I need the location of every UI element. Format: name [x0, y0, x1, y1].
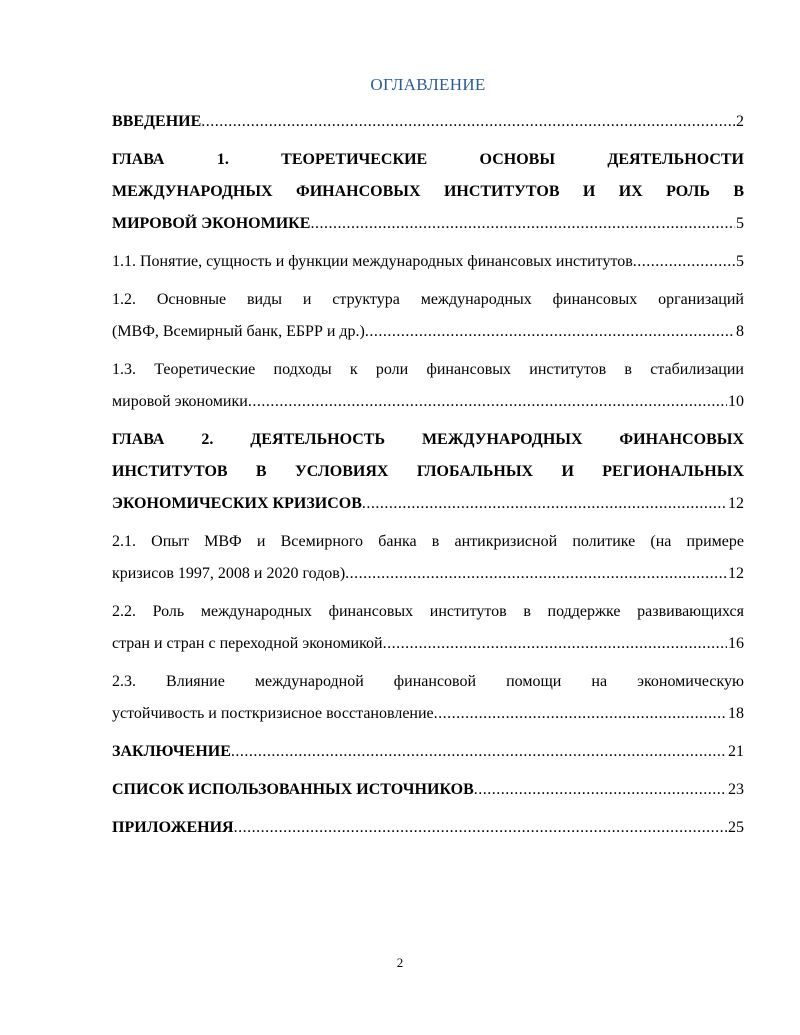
toc-page-number: 8	[736, 323, 744, 340]
toc-entry-section-1-1[interactable]	[112, 246, 744, 278]
dot-leader	[474, 774, 727, 806]
toc-page-number: 2	[736, 113, 744, 130]
toc-entry-references[interactable]	[112, 774, 744, 806]
toc-entry-line: 2.1. Опыт МВФ и Всемирного банка в антикризисной политике (на примере	[112, 533, 744, 550]
dot-leader	[310, 208, 735, 240]
dot-leader	[383, 628, 727, 660]
dot-leader	[231, 736, 727, 768]
toc-page-number: 5	[736, 253, 744, 270]
toc-entry-line: МЕЖДУНАРОДНЫХ ФИНАНСОВЫХ ИНСТИТУТОВ И ИХ РОЛЬ В	[112, 183, 744, 200]
toc-entry-section-1-2[interactable]	[112, 284, 744, 348]
toc-entry-text: ЭКОНОМИЧЕСКИХ КРИЗИСОВ	[112, 495, 362, 512]
dot-leader	[234, 812, 727, 844]
toc-entry-text: ПРИЛОЖЕНИЯ	[112, 819, 234, 836]
dot-leader	[434, 698, 727, 730]
toc-entry-line: ГЛАВА 2. ДЕЯТЕЛЬНОСТЬ МЕЖДУНАРОДНЫХ ФИНАНСОВЫХ	[112, 431, 744, 448]
toc-entry-line: 2.3. Влияние международной финансовой помощи на экономическую	[112, 673, 744, 690]
toc-entry-conclusion[interactable]	[112, 736, 744, 768]
toc-page-number: 16	[728, 635, 744, 652]
toc-entry-text: МИРОВОЙ ЭКОНОМИКЕ	[112, 215, 311, 232]
toc-page-number: 5	[736, 215, 744, 232]
toc-entry-text: ВВЕДЕНИЕ	[112, 113, 202, 130]
toc-entry-section-2-2[interactable]	[112, 596, 744, 660]
toc-entry-chapter-2[interactable]	[112, 424, 744, 520]
dot-leader	[248, 386, 727, 418]
toc-page-number: 12	[728, 495, 744, 512]
toc-entry-section-2-3[interactable]	[112, 666, 744, 730]
document-page	[112, 72, 744, 844]
toc-page-number: 10	[728, 393, 744, 410]
toc-entry-text: устойчивость и посткризисное восстановление	[112, 705, 434, 722]
toc-entry-introduction[interactable]	[112, 106, 744, 138]
toc-title: ОГЛАВЛЕНИЕ	[370, 75, 486, 94]
toc-entry-text: (МВФ, Всемирный банк, ЕБРР и др.)	[112, 323, 365, 340]
toc-page-number: 25	[728, 819, 744, 836]
toc-entry-line: ИНСТИТУТОВ В УСЛОВИЯХ ГЛОБАЛЬНЫХ И РЕГИОНАЛЬНЫХ	[112, 463, 744, 480]
toc-entry-chapter-1[interactable]	[112, 144, 744, 240]
toc-entry-text: ЗАКЛЮЧЕНИЕ	[112, 743, 231, 760]
toc-entry-text: 1.1. Понятие, сущность и функции международных финансовых институтов	[112, 253, 633, 270]
toc-entry-text: мировой экономики	[112, 393, 248, 410]
toc-entry-line: 2.2. Роль международных финансовых институтов в поддержке развивающихся	[112, 603, 744, 620]
toc-entry-section-1-3[interactable]	[112, 354, 744, 418]
toc-page-number: 12	[728, 565, 744, 582]
toc-entry-line: 1.2. Основные виды и структура международных финансовых организаций	[112, 291, 744, 308]
toc-entry-text: кризисов 1997, 2008 и 2020 годов)	[112, 565, 346, 582]
toc-page-number: 21	[728, 743, 744, 760]
toc-entry-appendices[interactable]	[112, 812, 744, 844]
dot-leader	[633, 246, 735, 278]
dot-leader	[201, 106, 735, 138]
page-number: 2	[396, 955, 404, 970]
toc-page-number: 18	[728, 705, 744, 722]
toc-page-number: 23	[728, 781, 744, 798]
toc-entry-text: стран и стран с переходной экономикой	[112, 635, 383, 652]
toc-entry-line: 1.3. Теоретические подходы к роли финансовых институтов в стабилизации	[112, 361, 744, 378]
toc-entry-section-2-1[interactable]	[112, 526, 744, 590]
dot-leader	[345, 558, 727, 590]
toc-entry-line: ГЛАВА 1. ТЕОРЕТИЧЕСКИЕ ОСНОВЫ ДЕЯТЕЛЬНОСТИ	[112, 151, 744, 168]
dot-leader	[362, 488, 727, 520]
toc-entry-text: СПИСОК ИСПОЛЬЗОВАННЫХ ИСТОЧНИКОВ	[112, 781, 474, 798]
dot-leader	[365, 316, 735, 348]
